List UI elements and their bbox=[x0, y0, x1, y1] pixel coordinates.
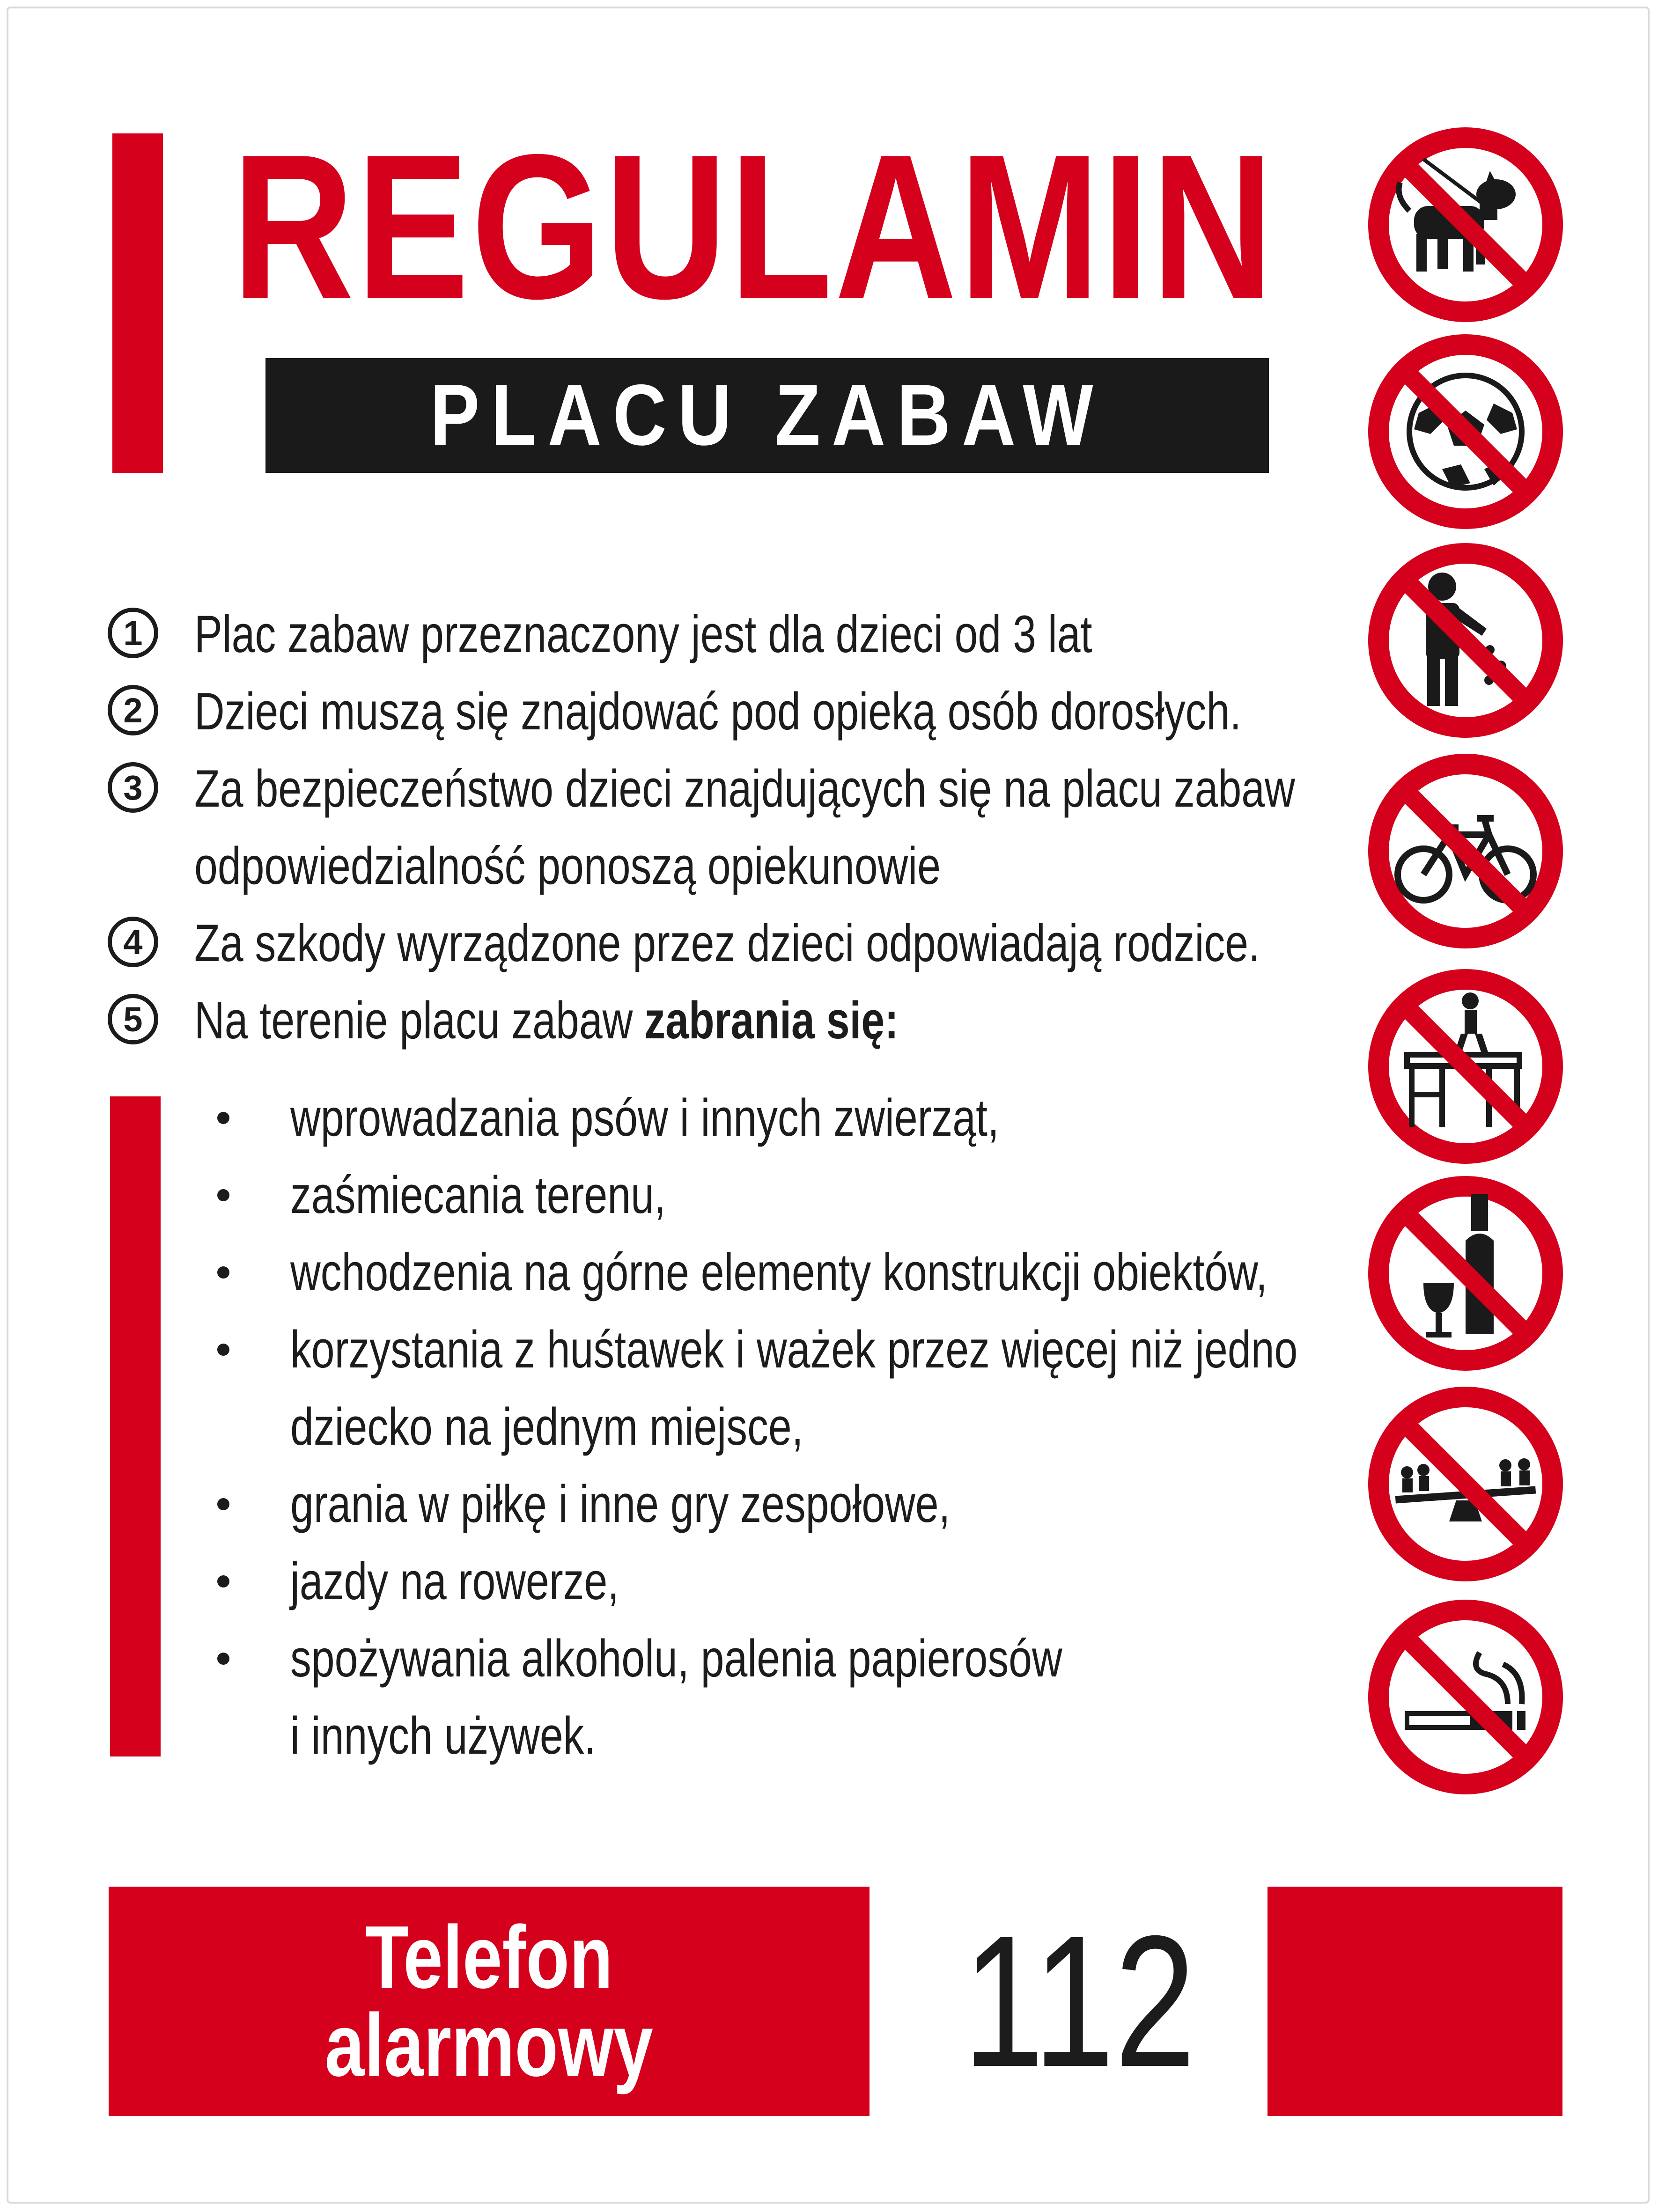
rule-item bbox=[108, 985, 1325, 1056]
list-item-text: zaśmiecania terenu, bbox=[290, 1166, 666, 1224]
subtitle-banner bbox=[265, 358, 1269, 473]
rule-number: 4 bbox=[108, 917, 158, 967]
bullet-icon bbox=[217, 1653, 229, 1665]
rule-text bbox=[194, 985, 899, 1056]
rule-number: 2 bbox=[108, 685, 158, 735]
footer-accent-block bbox=[1267, 1887, 1562, 2116]
list-item-text: wprowadzania psów i innych zwierząt, bbox=[290, 1088, 999, 1147]
emergency-label-line2: alarmowy bbox=[324, 1996, 654, 2095]
list-item-text: i innych używek. bbox=[290, 1706, 596, 1765]
emergency-number: 112 bbox=[963, 1896, 1196, 2106]
bullet-icon bbox=[217, 1112, 229, 1124]
rule-text: Plac zabaw przeznaczony jest dla dzieci od 3 lat bbox=[194, 605, 1092, 663]
page-title: REGULAMIN bbox=[232, 112, 1276, 342]
page-subtitle: PLACU ZABAW bbox=[430, 367, 1105, 463]
rule-item bbox=[108, 908, 1325, 978]
list-item-text: jazdy na rowerze, bbox=[290, 1552, 619, 1610]
rule-item-continuation bbox=[108, 831, 1325, 901]
rule-number: 5 bbox=[108, 994, 158, 1044]
list-item bbox=[206, 1465, 1330, 1543]
no-climbing-icon bbox=[1367, 968, 1564, 1165]
list-item bbox=[206, 1543, 1330, 1620]
bullet-icon bbox=[217, 1189, 229, 1201]
list-item bbox=[206, 1311, 1330, 1388]
list-item bbox=[206, 1156, 1330, 1234]
rule-text: odpowiedzialność ponoszą opiekunowie bbox=[194, 837, 941, 895]
list-item-text: wchodzenia na górne elementy konstrukcji obiektów, bbox=[290, 1243, 1267, 1301]
emergency-label bbox=[324, 1908, 654, 2095]
rule-text-plain: Na terenie placu zabaw bbox=[194, 991, 645, 1050]
no-bicycles-icon bbox=[1367, 753, 1564, 949]
list-item bbox=[206, 1620, 1330, 1697]
no-seesaw-overload-icon bbox=[1367, 1386, 1564, 1582]
no-littering-icon bbox=[1367, 542, 1564, 739]
emergency-label-box bbox=[109, 1887, 870, 2116]
no-smoking-icon bbox=[1367, 1599, 1564, 1795]
rule-text-bold: zabrania się: bbox=[644, 991, 899, 1050]
rule-item bbox=[108, 599, 1325, 669]
list-item bbox=[206, 1234, 1330, 1311]
list-item-continuation bbox=[206, 1697, 1330, 1774]
list-item bbox=[206, 1079, 1330, 1156]
rule-item bbox=[108, 676, 1325, 747]
rule-item bbox=[108, 754, 1325, 824]
accent-bar-middle bbox=[110, 1096, 161, 1756]
accent-bar-top bbox=[112, 133, 163, 473]
rule-text: Za szkody wyrządzone przez dzieci odpowiadają rodzice. bbox=[194, 914, 1260, 972]
list-item-text: spożywania alkoholu, palenia papierosów bbox=[290, 1629, 1062, 1688]
no-dogs-icon bbox=[1367, 126, 1564, 323]
list-item-text: grania w piłkę i inne gry zespołowe, bbox=[290, 1475, 951, 1533]
rule-number: 1 bbox=[108, 608, 158, 658]
bullet-icon bbox=[217, 1266, 229, 1279]
rule-text: Dzieci muszą się znajdować pod opieką osób dorosłych. bbox=[194, 682, 1242, 741]
emergency-label-line1: Telefon bbox=[365, 1908, 613, 2007]
list-item-text: dziecko na jednym miejsce, bbox=[290, 1397, 803, 1456]
rule-number: 3 bbox=[108, 762, 158, 813]
list-item-continuation bbox=[206, 1388, 1330, 1465]
bullet-icon bbox=[217, 1344, 229, 1356]
bullet-icon bbox=[217, 1575, 229, 1587]
rule-text: Za bezpieczeństwo dzieci znajdujących się na placu zabaw bbox=[194, 759, 1295, 818]
list-item-text: korzystania z huśtawek i ważek przez więcej niż jedno bbox=[290, 1320, 1298, 1379]
no-alcohol-icon bbox=[1367, 1175, 1564, 1372]
bullet-icon bbox=[217, 1498, 229, 1510]
no-ball-games-icon bbox=[1367, 333, 1564, 530]
